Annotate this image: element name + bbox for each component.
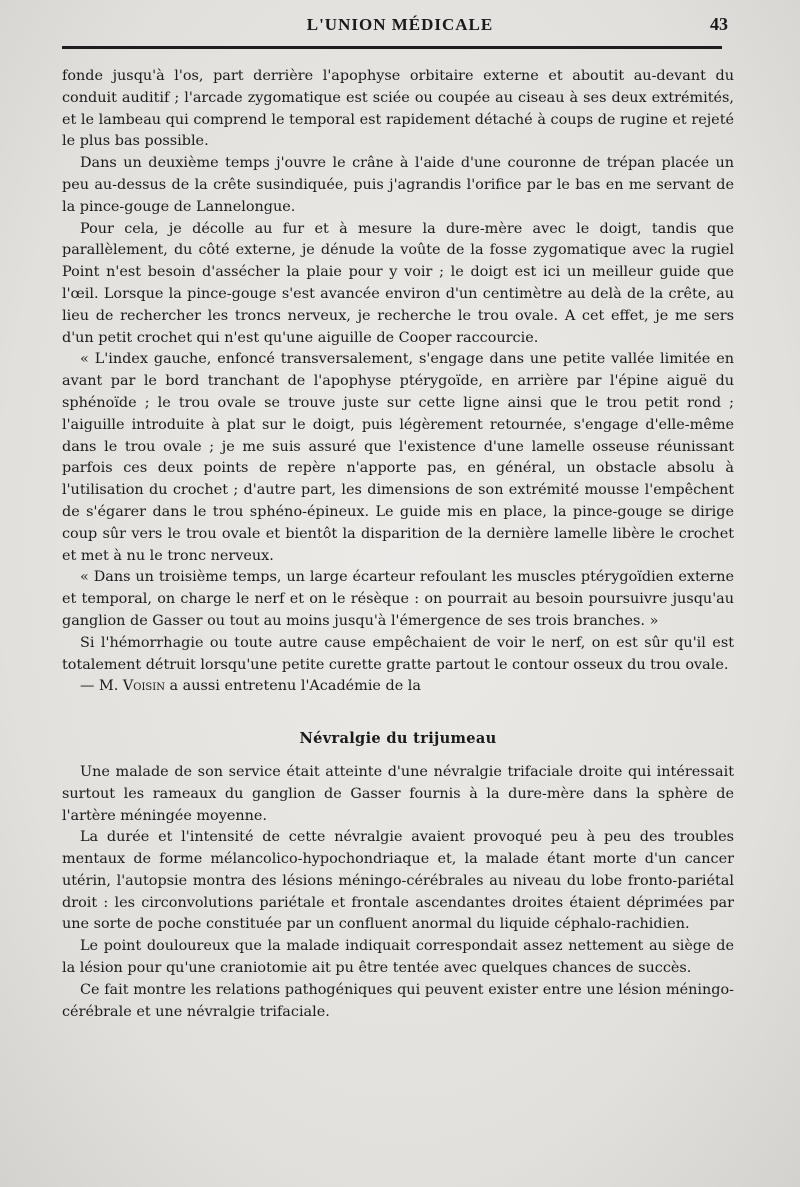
paragraph: Dans un deuxième temps j'ouvre le crâne à l'aide d'une couronne de trépan placée un peu au-dessus de la crête susindiquée, puis j'agrandis l'orifice par le bas en me servant de la pince-gouge de Lannelongue.: [62, 155, 734, 215]
voisin-suffix: a aussi entretenu l'Académie de la: [164, 678, 421, 695]
section-paragraph: Le point douloureux que la malade indiquait correspondait assez nettement au siège de la lésion pour qu'une craniotomie ait pu être tentée avec quelques chances de succès.: [62, 938, 734, 977]
section-paragraph: La durée et l'intensité de cette névralgie avaient provoqué peu à peu des troubles mentaux de forme mélancolico-hypochondriaque et, la malade étant morte d'un cancer utérin, l'autopsie montra des lésions méningo-cérébrales au niveau du lobe fronto-pariétal droit : les circonvolutions pariétale et frontale ascendantes droites étaient déprimées par une sorte de poche constituée par un confluent anormal du liquide céphalo-rachidien.: [62, 829, 734, 933]
page-number: 43: [710, 14, 728, 34]
paragraph: « Dans un troisième temps, un large écarteur refoulant les muscles ptérygoïdien externe et temporal, on charge le nerf et on le résèque : on pourrait au besoin poursuivre jusqu'au ganglion de Gasser ou tout au moins jusqu'à l'émergence de ses trois branches. »: [62, 569, 734, 629]
running-title: L'UNION MÉDICALE: [306, 15, 494, 34]
section-paragraph: Une malade de son service était atteinte d'une névralgie trifaciale droite qui intéressait surtout les rameaux du ganglion de Gasser fournis à la dure-mère dans la sphère de l'artère méningée moyenne.: [62, 763, 734, 824]
paragraph: Si l'hémorrhagie ou toute autre cause empêchaient de voir le nerf, on est sûr qu'il est totalement détruit lorsqu'une petite curette gratte partout le contour osseux du trou ovale.: [62, 634, 734, 673]
paragraph: « L'index gauche, enfoncé transversalement, s'engage dans une petite vallée limitée en avant par le bord tranchant de l'apophyse ptérygoïde, en arrière par l'épine aiguë du sphénoïde ; le trou ovale se trouve juste sur cette ligne ainsi que le trou petit rond ; l'aiguille introduite à plat sur le doigt, puis légèrement retournée, s'engage d'elle-même dans le trou ovale ; je me suis assuré que l'existence d'une lamelle osseuse réunissant parfois ces deux points de repère n'apporte pas, en général, un obstacle absolu à l'utilisation du crochet ; d'autre part, les dimensions de son extrémité mousse l'empêchent de s'égarer dans le trou sphéno-épineux. Le guide mis en place, la pince-gouge se dirige coup sûr vers le trou ovale et bientôt la disparition de la dernière lamelle libère le crochet et met à nu le tronc nerveux.: [62, 351, 734, 564]
header-rule: [62, 46, 722, 49]
paragraph: Pour cela, je décolle au fur et à mesure la dure-mère avec le doigt, tandis que parallèlement, du côté externe, je dénude la voûte de la fosse zygomatique avec la rugiel Point n'est besoin d'assécher la plaie pour y voir ; le doigt est ici un meilleur guide que l'œil. Lorsque la pince-gouge s'est avancée environ d'un centimètre au delà de la crête, au lieu de rechercher les troncs nerveux, je recherche le trou ovale. A cet effet, je me sers d'un petit crochet qui n'est qu'une aiguille de Cooper raccourcie.: [62, 220, 734, 346]
article-body: [62, 66, 734, 1023]
voisin-paragraph: [62, 676, 734, 698]
voisin-prefix: — M.: [80, 678, 123, 695]
section-title: Névralgie du trijumeau: [299, 730, 497, 748]
section-paragraph: Ce fait montre les relations pathogéniques qui peuvent exister entre une lésion méningo-cérébrale et une névralgie trifaciale.: [62, 981, 734, 1020]
paragraph: fonde jusqu'à l'os, part derrière l'apophyse orbitaire externe et aboutit au-devant du conduit auditif ; l'arcade zygomatique est sciée ou coupée au ciseau à ses deux extrémités, et le lambeau qui comprend le temporal est rapidement détaché à coups de rugine et rejeté le plus bas possible.: [62, 68, 734, 150]
author-name: Voisin: [122, 678, 165, 695]
